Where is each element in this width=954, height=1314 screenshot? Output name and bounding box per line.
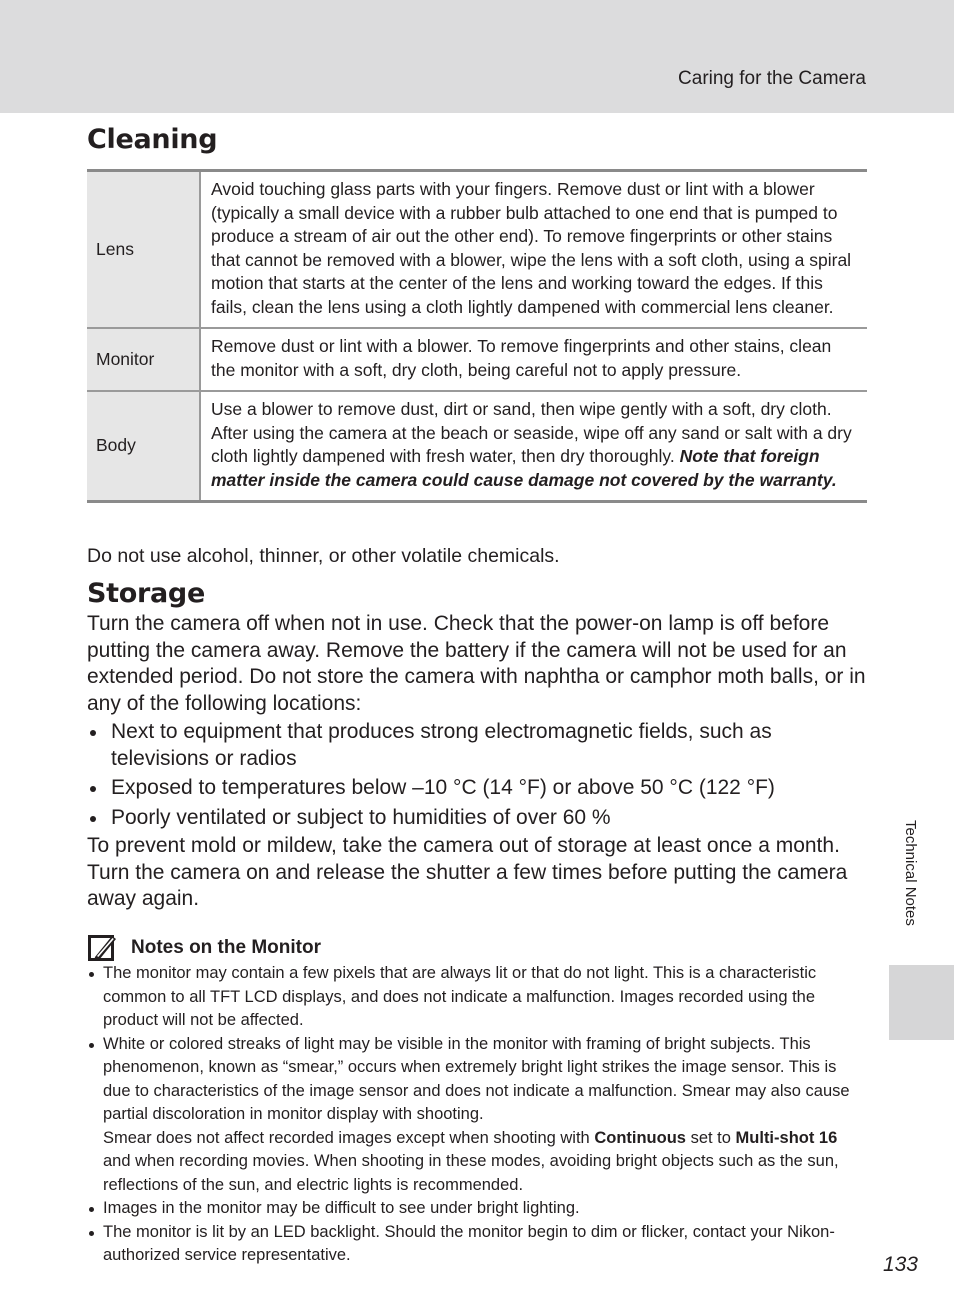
side-tab-label: Technical Notes [902,820,919,926]
cleaning-table [87,169,867,503]
smear-text: and when recording movies. When shooting in these modes, avoiding bright objects such as the sun, reflections of the sun, and electric lights is recommended. [103,1152,839,1194]
table-row [87,171,867,329]
warranty-note: Note that foreign matter inside the camera could cause damage not covered by the warranty. [211,446,837,490]
cleaning-title: Cleaning [87,124,218,155]
part-description: Avoid touching glass parts with your fingers. Remove dust or lint with a blower (typically a small device with a rubber bulb attached to one end that is pumped to produce a stream of air out the other end). To remove fingerprints or other stains that cannot be removed with a blower, wipe the lens with a soft cloth, using a spiral motion that starts at the center of the lens and working toward the edges. If this fails, clean the lens using a cloth lightly dampened with commercial lens cleaner. [200,171,867,329]
running-head: Caring for the Camera [678,68,866,89]
part-label: Lens [87,171,200,329]
chemicals-note: Do not use alcohol, thinner, or other volatile chemicals. [87,545,560,567]
pencil-check-icon [87,932,117,962]
smear-text: Smear does not affect recorded images except when shooting with [103,1128,590,1147]
multishot-setting: Multi-shot 16 [735,1128,838,1147]
part-label: Body [87,391,200,502]
list-item: Images in the monitor may be difficult to see under bright lighting. [87,1197,865,1221]
notes-list [87,962,865,1268]
list-item: Exposed to temperatures below –10 °C (14 °F) or above 50 °C (122 °F) [87,775,869,802]
storage-mildew-note: To prevent mold or mildew, take the camera out of storage at least once a month. Turn the camera on and release the shutter a few times before putting the camera away again. [87,834,848,910]
smear-explanation: White or colored streaks of light may be visible in the monitor with framing of bright subjects. This phenomenon, known as “smear,” occurs when extremely bright light strikes the image sensor. This is due to characteristics of the image sensor and does not indicate a malfunction. Smear may also cause partial discoloration in monitor display with shooting. [103,1034,850,1123]
continuous-setting: Continuous [594,1128,686,1147]
page-number: 133 [882,1253,918,1276]
storage-intro: Turn the camera off when not in use. Check that the power-on lamp is off before putting the camera away. Remove the battery if the camera will not be used for an extended period. Do not store the camera with naphtha or camphor moth balls, or in any of the following locations: [87,612,866,715]
list-item [87,1033,865,1198]
notes-title: Notes on the Monitor [131,937,321,958]
table-row [87,328,867,391]
list-item: The monitor may contain a few pixels that are always lit or that do not light. This is a characteristic common to all TFT LCD displays, and does not indicate a malfunction. Images recorded using the product will not be affected. [87,962,865,1033]
storage-title: Storage [87,578,205,609]
part-description: Remove dust or lint with a blower. To remove fingerprints and other stains, clean the monitor with a soft, dry cloth, being careful not to apply pressure. [200,328,867,391]
header-band [0,0,954,113]
list-item: Poorly ventilated or subject to humidities of over 60 % [87,805,869,832]
smear-text: set to [690,1128,731,1147]
storage-locations-list [87,719,869,834]
table-row [87,391,867,502]
list-item: Next to equipment that produces strong electromagnetic fields, such as televisions or radios [87,719,869,772]
part-label: Monitor [87,328,200,391]
part-description [200,391,867,502]
list-item: The monitor is lit by an LED backlight. Should the monitor begin to dim or flicker, contact your Nikon-authorized service representative. [87,1221,865,1268]
body-care-text: Use a blower to remove dust, dirt or sand, then wipe gently with a soft, dry cloth. After using the camera at the beach or seaside, wipe off any sand or salt with a dry cloth lightly dampened with fresh water, then dry thoroughly. [211,399,852,466]
side-tab-block [889,965,954,1040]
